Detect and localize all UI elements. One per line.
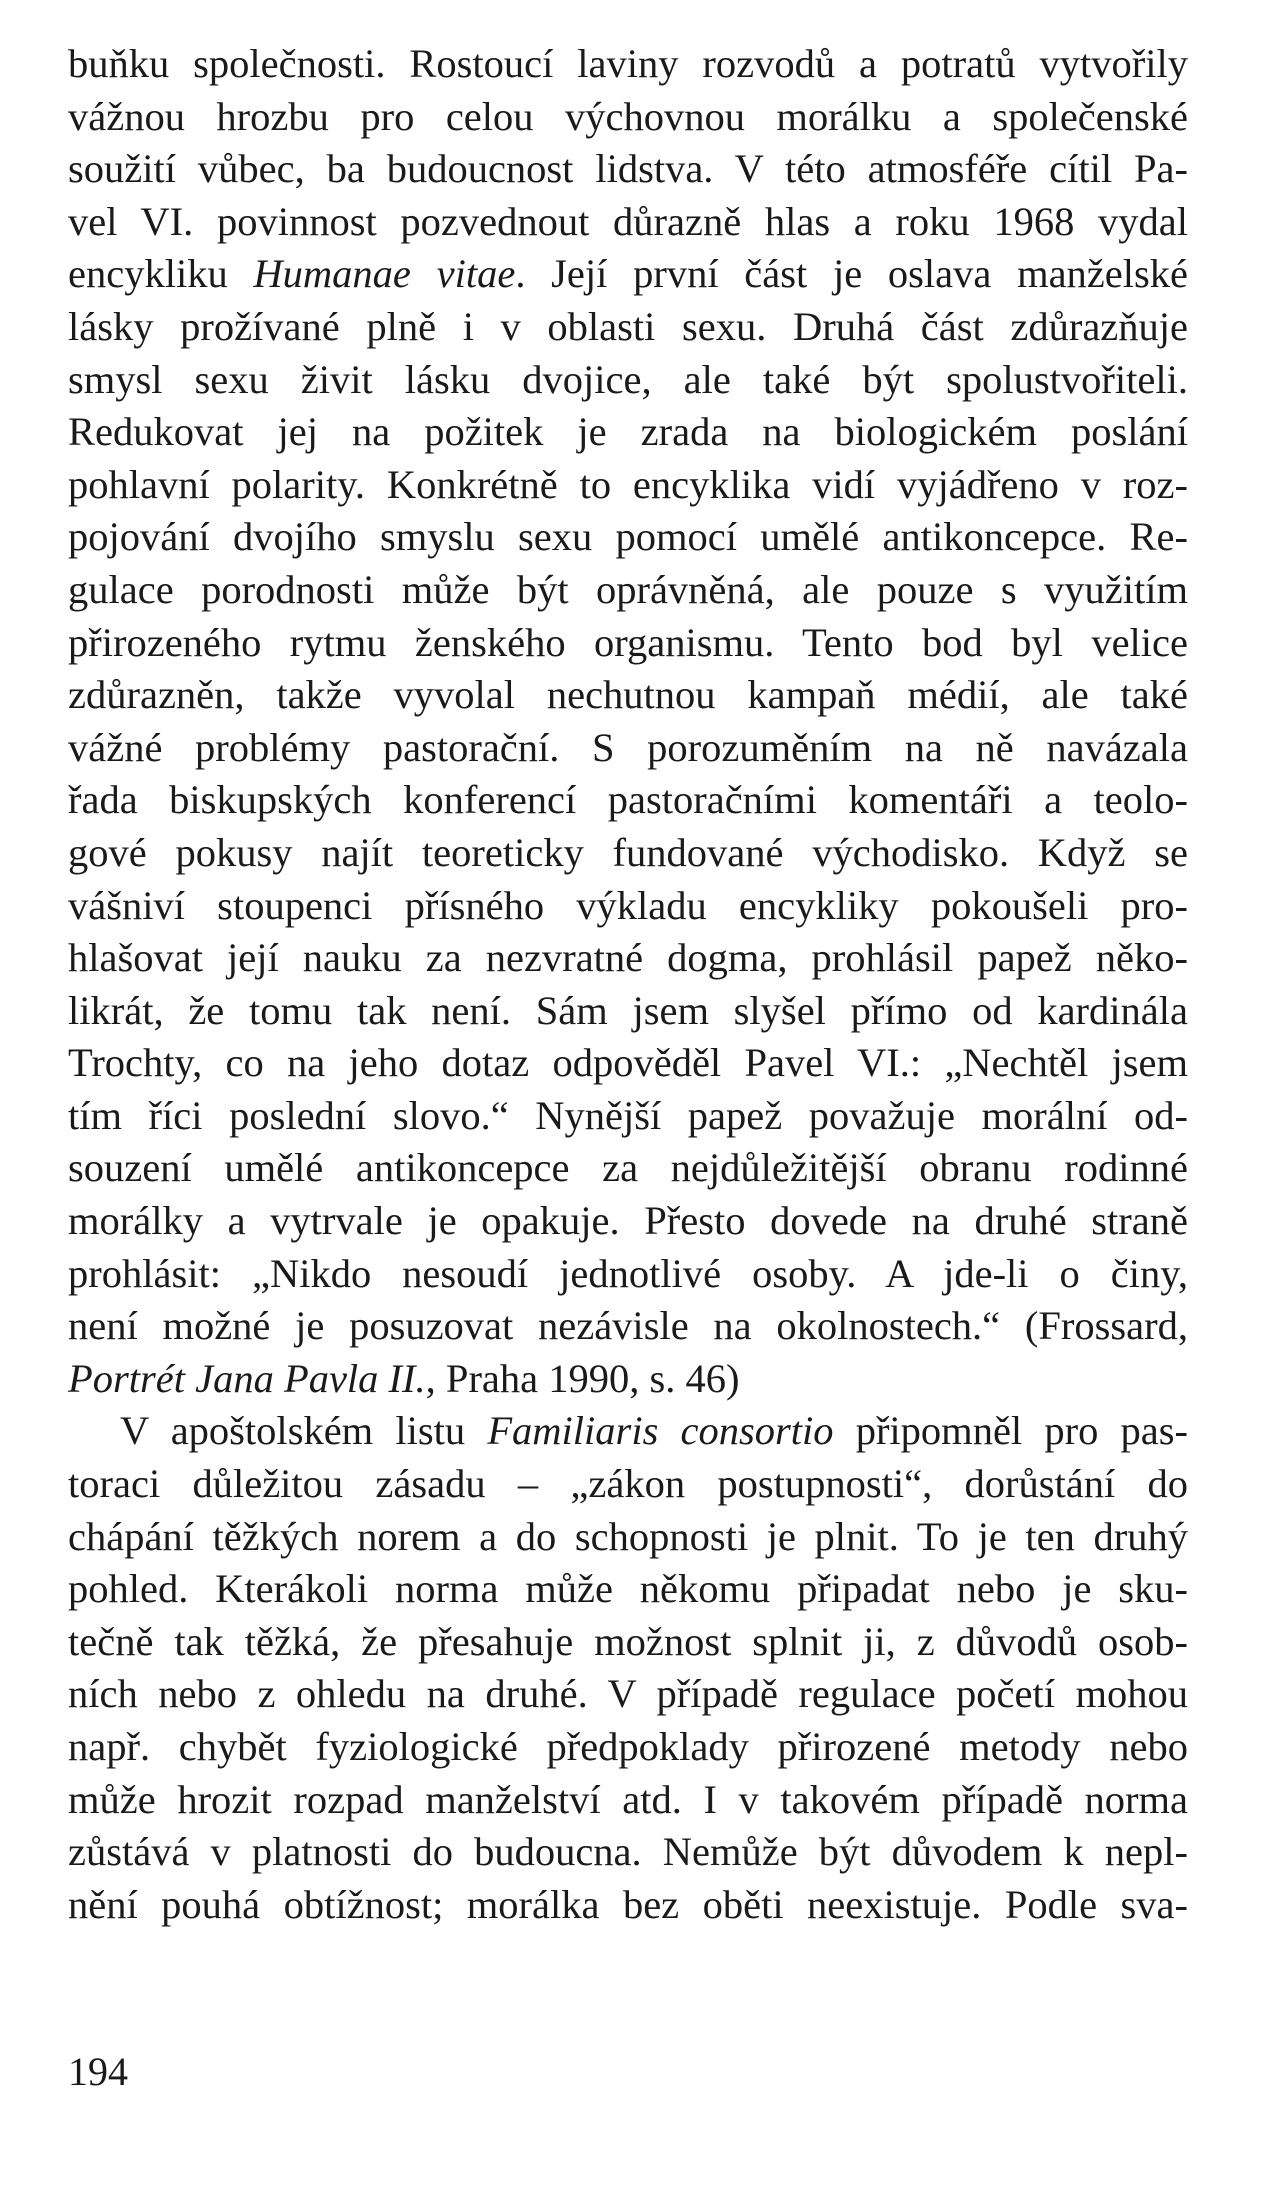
- text-line: [68, 459, 1188, 512]
- text-line: [68, 196, 1188, 249]
- text-segment: souzení umělé antikoncepce za nejdůležitější obranu rodinné: [68, 1145, 1188, 1191]
- text-segment: nění pouhá obtížnost; morálka bez oběti neexistuje. Podle sva-: [68, 1881, 1188, 1927]
- text-line: [68, 880, 1188, 933]
- body-text: [68, 38, 1188, 1931]
- text-line: [68, 669, 1188, 722]
- text-segment: morálky a vytrvale je opakuje. Přesto dovede na druhé straně: [68, 1198, 1188, 1244]
- text-segment: pohled. Kterákoli norma může někomu připadat nebo je sku-: [68, 1566, 1188, 1612]
- text-segment: např. chybět fyziologické předpoklady přirozené metody nebo: [68, 1724, 1188, 1769]
- text-line: [68, 1142, 1188, 1195]
- text-line: [68, 564, 1188, 617]
- text-line: [68, 1353, 1188, 1406]
- text-line: [68, 1721, 1188, 1774]
- text-line: [68, 985, 1188, 1038]
- text-segment: smysl sexu živit lásku dvojice, ale také být spolustvořiteli.: [68, 356, 1188, 402]
- text-segment: chápání těžkých norem a do schopnosti je plnit. To je ten druhý: [68, 1513, 1188, 1559]
- text-segment: připomněl pro pas-: [833, 1408, 1188, 1454]
- text-line: [68, 1616, 1188, 1669]
- text-segment: vel VI. povinnost pozvednout důrazně hlas a roku 1968 vydal: [68, 198, 1188, 244]
- text-line: [68, 1090, 1188, 1143]
- text-segment: lásky prožívané plně i v oblasti sexu. Druhá část zdůrazňuje: [68, 303, 1188, 349]
- text-segment: tím říci poslední slovo.“ Nynější papež považuje morální od-: [68, 1092, 1188, 1138]
- text-segment: může hrozit rozpad manželství atd. I v takovém případě norma: [68, 1776, 1188, 1822]
- text-segment: zdůrazněn, takže vyvolal nechutnou kampaň médií, ale také: [68, 672, 1188, 718]
- text-line: [68, 1774, 1188, 1827]
- text-line: [68, 1195, 1188, 1248]
- text-segment: buňku společnosti. Rostoucí laviny rozvodů a potratů vytvořily: [68, 41, 1188, 86]
- text-segment: přirozeného rytmu ženského organismu. Tento bod byl velice: [68, 619, 1188, 665]
- text-line: [68, 617, 1188, 670]
- text-segment: likrát, že tomu tak není. Sám jsem slyšel přímo od kardinála: [68, 987, 1188, 1033]
- text-segment: Trochty, co na jeho dotaz odpověděl Pavel VI.: „Nechtěl jsem: [68, 1040, 1188, 1086]
- text-segment: gové pokusy najít teoreticky fundované východisko. Když se: [68, 829, 1188, 875]
- text-segment: V apoštolském listu: [120, 1408, 488, 1454]
- page-number: 194: [68, 2049, 128, 2094]
- text-line: [68, 1300, 1188, 1353]
- text-line: [68, 1037, 1188, 1090]
- text-segment: prohlásit: „Nikdo nesoudí jednotlivé osoby. A jde-li o činy,: [68, 1250, 1188, 1296]
- text-line: [68, 1248, 1188, 1301]
- text-segment: . Její první část je oslava manželské: [515, 251, 1188, 297]
- text-line: [68, 38, 1188, 91]
- text-line: [68, 932, 1188, 985]
- text-line: [68, 1511, 1188, 1564]
- text-line: [68, 354, 1188, 407]
- text-line: [68, 1668, 1188, 1721]
- text-segment: soužití vůbec, ba budoucnost lidstva. V této atmosféře cítil Pa-: [68, 146, 1188, 192]
- text-segment: ních nebo z ohledu na druhé. V případě regulace početí mohou: [68, 1671, 1188, 1717]
- italic-title: Humanae vitae: [253, 251, 516, 297]
- text-segment: pohlavní polarity. Konkrétně to encyklika vidí vyjádřeno v roz-: [68, 461, 1188, 507]
- text-line: [68, 248, 1188, 301]
- text-segment: vášniví stoupenci přísného výkladu encykliky pokoušeli pro-: [68, 882, 1188, 928]
- text-line: [68, 1405, 1188, 1458]
- text-segment: tečně tak těžká, že přesahuje možnost splnit ji, z důvodů osob-: [68, 1618, 1188, 1664]
- text-line: [68, 1563, 1188, 1616]
- text-segment: , Praha 1990, s. 46): [425, 1355, 740, 1401]
- text-line: [68, 827, 1188, 880]
- text-segment: hlašovat její nauku za nezvratné dogma, prohlásil papež něko-: [68, 935, 1188, 981]
- text-segment: encykliku: [68, 251, 254, 297]
- text-line: [68, 143, 1188, 196]
- text-line: [68, 511, 1188, 564]
- text-line: [68, 1826, 1188, 1879]
- text-segment: není možné je posuzovat nezávisle na okolnostech.“ (Frossard,: [68, 1303, 1188, 1349]
- text-segment: zůstává v platnosti do budoucna. Nemůže být důvodem k nepl-: [68, 1829, 1188, 1875]
- italic-title: Portrét Jana Pavla II.: [68, 1355, 426, 1401]
- italic-title: Familiaris consortio: [487, 1408, 834, 1454]
- text-segment: řada biskupských konferencí pastoračními komentáři a teolo-: [68, 777, 1188, 823]
- text-segment: pojování dvojího smyslu sexu pomocí umělé antikoncepce. Re-: [68, 514, 1188, 560]
- text-line: [68, 406, 1188, 459]
- text-segment: toraci důležitou zásadu – „zákon postupnosti“, dorůstání do: [68, 1461, 1188, 1507]
- text-segment: Redukovat jej na požitek je zrada na biologickém poslání: [68, 409, 1188, 455]
- text-segment: vážnou hrozbu pro celou výchovnou morálku a společenské: [68, 93, 1188, 139]
- text-line: [68, 1879, 1188, 1932]
- text-line: [68, 91, 1188, 144]
- text-line: [68, 301, 1188, 354]
- text-line: [68, 774, 1188, 827]
- text-segment: vážné problémy pastorační. S porozuměním na ně navázala: [68, 724, 1188, 770]
- text-line: [68, 1458, 1188, 1511]
- text-line: [68, 722, 1188, 775]
- text-segment: gulace porodnosti může být oprávněná, ale pouze s využitím: [68, 566, 1188, 612]
